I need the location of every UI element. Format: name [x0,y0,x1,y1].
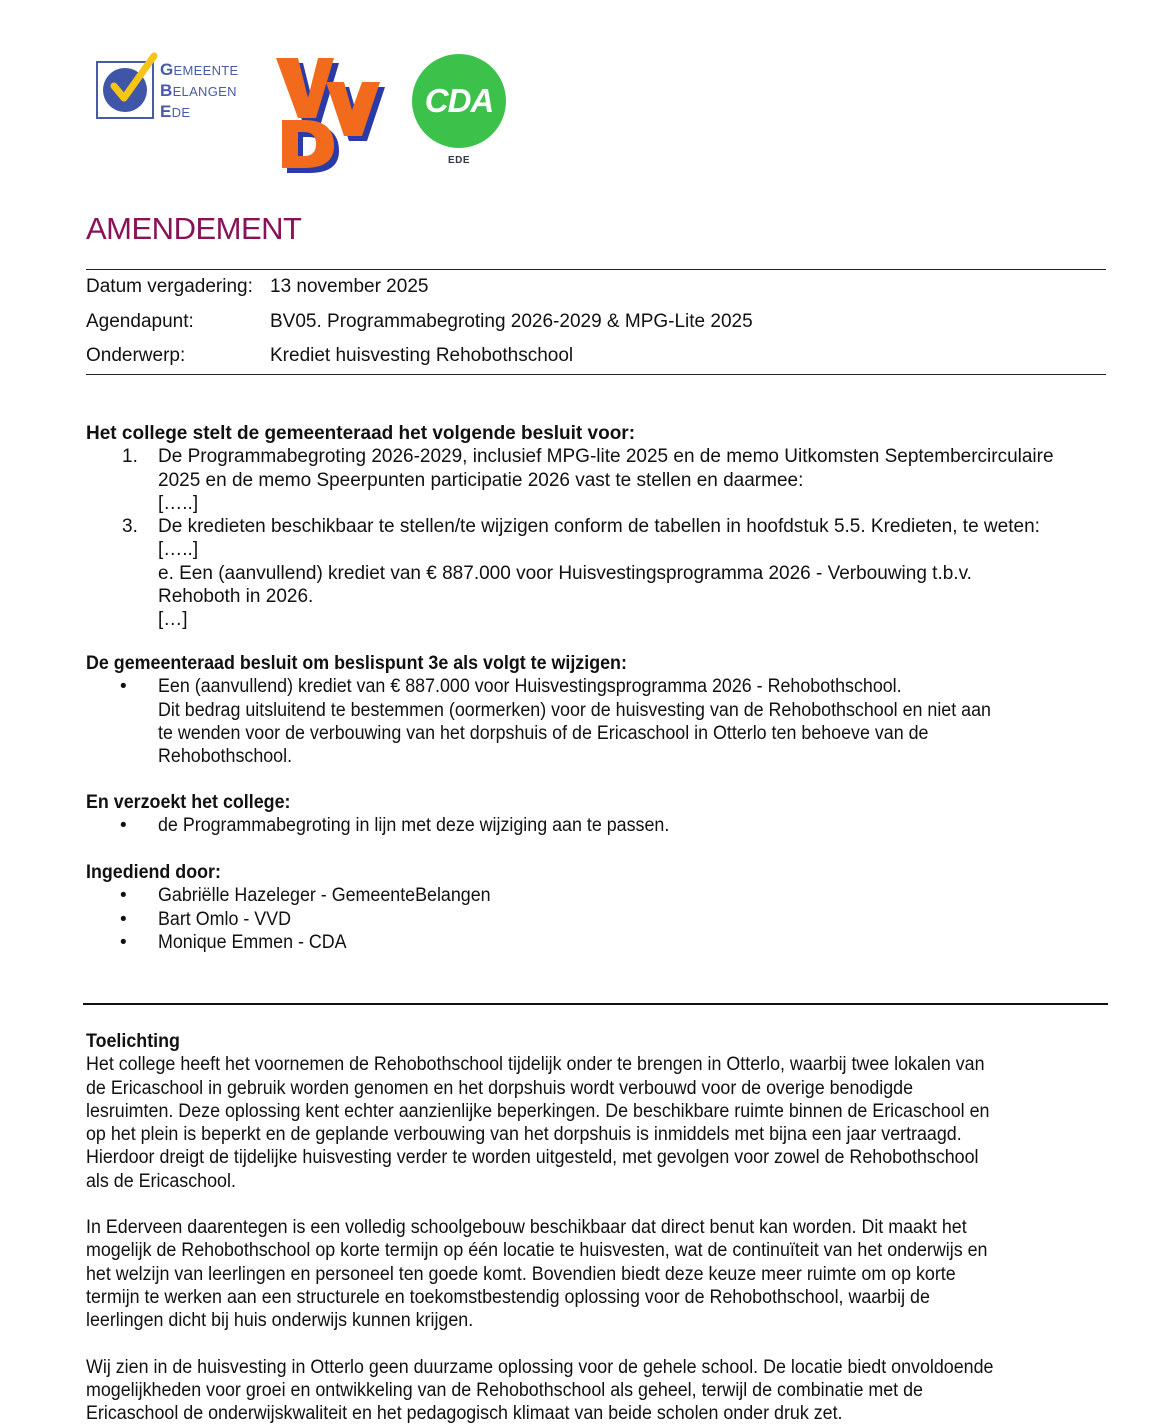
bullet-icon: • [120,908,127,930]
explanation-paragraph [86,1356,1106,1426]
submitter-name: Gabriëlle Hazeleger - GemeenteBelangen [158,885,491,907]
submitted-heading: Ingediend door: [86,862,221,883]
bullet-line: Een (aanvullend) krediet van € 887.000 voor Huisvestingsprogramma 2026 - Rehobothschool. [158,676,902,698]
explanation-paragraph [86,1053,1106,1193]
meta-label: Datum vergadering: [86,276,253,298]
paragraph-line: In Ederveen daarentegen is een volledig schoolgebouw beschikbaar dat direct benut kan worden. Dit maakt het [86,1217,967,1239]
request-section [86,791,1106,838]
item-line: […..] [158,539,199,561]
meeting-info-table [86,269,1106,375]
bullet-icon: • [120,931,127,953]
meta-value: 13 november 2025 [270,276,429,298]
paragraph-line: leerlingen dicht bij huis onderwijs kunnen krijgen. [86,1310,474,1332]
item-line: Rehoboth in 2026. [158,586,314,608]
cda-logo-circle: CDA [412,54,506,148]
bullet-icon: • [120,676,127,698]
cda-logo [412,54,508,174]
cda-logo-subtitle: EDE [447,155,471,166]
submitter-item [86,931,1106,954]
paragraph-line: het welzijn van leerlingen en personeel ten goede komt. Bovendien biedt deze keuze meer ruimte om op korte [86,1263,956,1285]
proposal-item [86,515,1106,631]
paragraph-line: als de Ericaschool. [86,1170,236,1192]
explanation-section [86,1030,1106,1425]
item-line: 2025 en de memo Speerpunten participatie 2026 vast te stellen en daarmee: [158,469,804,491]
submitter-item [86,884,1106,907]
party-logos [94,50,534,175]
item-line: De kredieten beschikbaar te stellen/te wijzigen conform de tabellen in hoofdstuk 5.5. Kredieten, te weten: [158,516,1040,538]
bullet-line: Rehobothschool. [158,746,293,768]
bullet-line: Dit bedrag uitsluitend te bestemmen (oormerken) voor de huisvesting van de Rehobothschool en niet aan [158,699,991,721]
meeting-date-row [86,270,1106,305]
paragraph-line: Het college heeft het voornemen de Rehobothschool tijdelijk onder te brengen in Otterlo, waarbij twee lokalen van [86,1054,985,1076]
paragraph-line: de Ericaschool in gebruik worden genomen en het dorpshuis wordt verbouwd voor de overige benodigde [86,1077,914,1099]
bullet-line: te wenden voor de verbouwing van het dorpshuis of de Ericaschool in Otterlo ten behoeve van de [158,722,929,744]
paragraph-line: Ericaschool de onderwijskwaliteit en het pedagogisch klimaat van beide scholen onder druk zet. [86,1403,843,1425]
proposal-item [86,445,1106,515]
decision-heading: De gemeenteraad besluit om beslispunt 3e als volgt te wijzigen: [86,653,627,674]
gemeentebelangen-logo [94,56,254,126]
meta-label: Agendapunt: [86,310,194,332]
proposal-heading: Het college stelt de gemeenteraad het volgende besluit voor: [86,423,636,444]
meta-label: Onderwerp: [86,345,186,367]
proposal-section [86,422,1106,632]
item-number: 3. [122,516,138,538]
explanation-paragraph [86,1216,1106,1332]
item-line: […..] [158,492,199,514]
submitter-item [86,908,1106,931]
paragraph-line: Wij zien in de huisvesting in Otterlo geen duurzame oplossing voor de gehele school. De locatie biedt onvoldoende [86,1356,994,1378]
paragraph-line: op het plein is beperkt en de geplande verbouwing van het dorpshuis is inmiddels met bijna een jaar vertraagd. [86,1124,962,1146]
submitter-name: Monique Emmen - CDA [158,931,347,953]
item-number: 1. [122,446,138,468]
explanation-heading: Toelichting [86,1031,180,1052]
decision-section [86,652,1106,768]
item-line: e. Een (aanvullend) krediet van € 887.000 voor Huisvestingsprogramma 2026 - Verbouwing t.b.v. [158,562,972,584]
agenda-item-row [86,305,1106,340]
paragraph-line: Hierdoor dreigt de tijdelijke huisvesting verder te worden uitgesteld, met gevolgen voor zowel de Rehobothschool [86,1147,979,1169]
bullet-icon: • [120,815,127,837]
paragraph-line: mogelijkheden voor groei en ontwikkeling van de Rehobothschool als geheel, terwijl de combinatie met de [86,1379,923,1401]
paragraph-line: termijn te werken aan een structurele en toekomstbestendig oplossing voor de Rehobothschool, waarbij de [86,1286,930,1308]
submitter-name: Bart Omlo - VVD [158,908,291,930]
document-title: AMENDEMENT [86,211,302,246]
submitted-by-section [86,861,1106,954]
paragraph-line: lesruimten. Deze oplossing kent echter aanzienlijke beperkingen. De beschikbare ruimte binnen de Ericaschool en [86,1100,990,1122]
vvd-logo [274,50,394,175]
checkmark-icon [102,50,162,110]
item-line: […] [158,609,188,631]
section-divider [83,1003,1108,1005]
request-bullet [86,814,1106,837]
gbe-logo-text: GEMEENTE BELANGEN EDE [160,60,239,121]
request-heading: En verzoekt het college: [86,792,291,813]
meta-value: BV05. Programmabegroting 2026-2029 & MPG-Lite 2025 [270,310,753,332]
decision-bullet [86,675,1106,768]
bullet-line: de Programmabegroting in lijn met deze wijziging aan te passen. [158,815,670,837]
subject-row [86,339,1106,374]
bullet-icon: • [120,885,127,907]
meta-value: Krediet huisvesting Rehobothschool [270,345,574,367]
paragraph-line: mogelijk de Rehobothschool op korte termijn op één locatie te huisvesten, wat de continuïteit van het onderwijs en [86,1240,988,1262]
item-line: De Programmabegroting 2026-2029, inclusief MPG-lite 2025 en de memo Uitkomsten Septembercirculaire [158,446,1054,468]
